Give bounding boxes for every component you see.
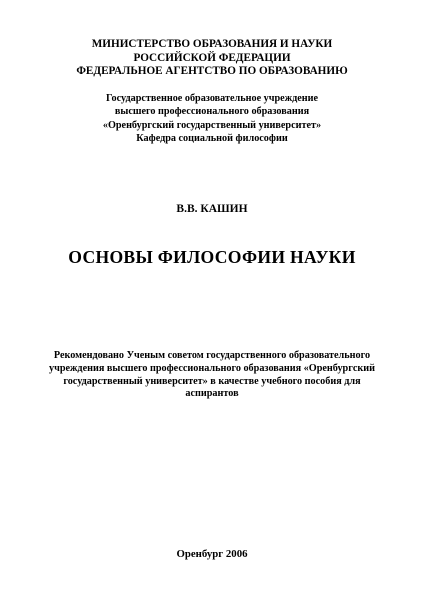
ministry-line: ФЕДЕРАЛЬНОЕ АГЕНТСТВО ПО ОБРАЗОВАНИЮ <box>76 65 348 77</box>
ministry-line: МИНИСТЕРСТВО ОБРАЗОВАНИЯ И НАУКИ <box>91 38 333 50</box>
recommendation-line: учреждения высшего профессионального образования «Оренбургский <box>49 362 375 374</box>
recommendation-line: аспирантов <box>185 388 239 400</box>
department-line: Кафедра социальной философии <box>136 132 288 144</box>
author-name: В.В. КАШИН <box>176 203 248 215</box>
city-year: Оренбург 2006 <box>176 548 248 560</box>
institution-line: высшего профессионального образования <box>114 106 310 118</box>
ministry-header <box>0 38 424 79</box>
recommendation-line: государственный университет» в качестве учебного пособия для <box>63 375 361 387</box>
institution-line: «Оренбургский государственный университет» <box>102 119 322 131</box>
ministry-line: РОССИЙСКОЙ ФЕДЕРАЦИИ <box>133 51 291 64</box>
recommendation-line: Рекомендовано Ученым советом государственного образовательного <box>53 350 371 361</box>
book-title: ОСНОВЫ ФИЛОСОФИИ НАУКИ <box>68 247 356 267</box>
institution-line: Государственное образовательное учреждение <box>105 93 319 104</box>
institution-header <box>0 92 424 145</box>
recommendation-text <box>0 350 424 401</box>
